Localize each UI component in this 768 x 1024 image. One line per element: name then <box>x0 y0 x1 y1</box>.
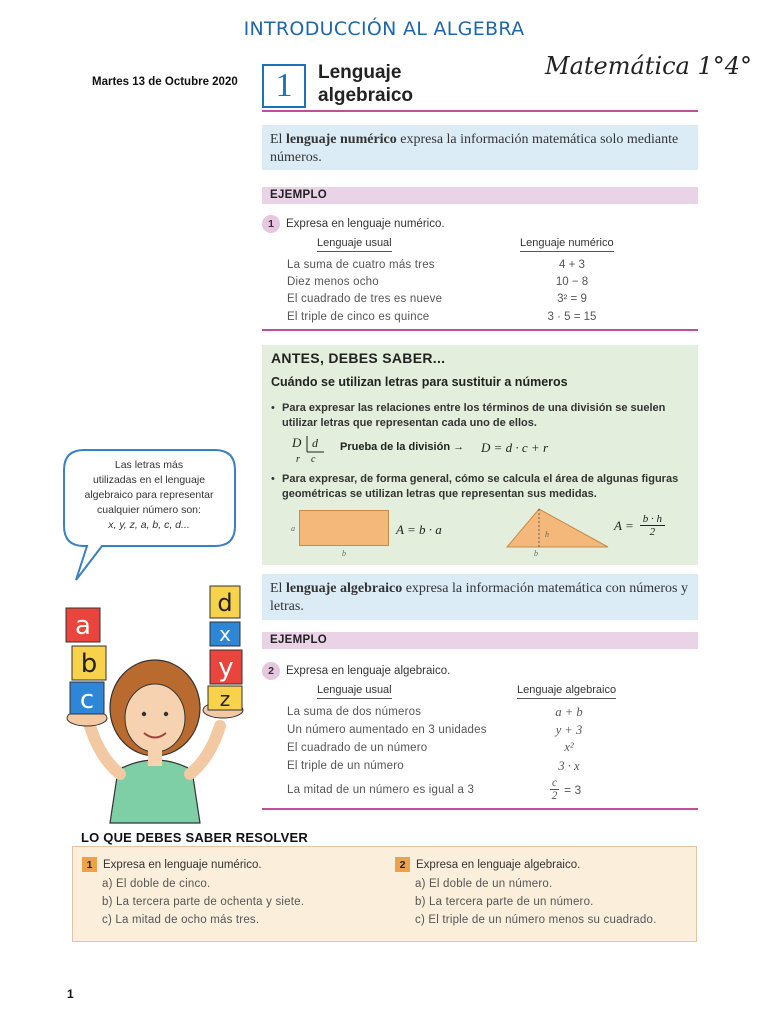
division-d: d <box>312 436 318 450</box>
before-title: ANTES, DEBES SABER... <box>271 350 446 366</box>
block-letter: a <box>75 611 91 641</box>
example2-row-text: La suma de dos números <box>287 706 422 718</box>
example1-col-right: Lenguaje numérico <box>520 237 614 252</box>
example2-row-expr: y + 3 <box>555 723 583 737</box>
bubble-line: algebraico para representar <box>84 489 214 501</box>
letter-block-d <box>210 586 240 618</box>
bullet-dot: • <box>271 402 275 414</box>
example2-row-expr: x² <box>564 740 574 754</box>
letter-block-z <box>208 686 242 711</box>
rectangle-side-b: b <box>342 549 346 558</box>
task2-item: b) La tercera parte de un número. <box>415 896 594 908</box>
triangle-area-numerator: b · h <box>640 513 665 526</box>
example1-number: 1 <box>262 215 280 233</box>
letter-block-b <box>72 646 106 680</box>
resolver-task-1 <box>82 857 304 926</box>
example2-row-expr: 3 · x <box>558 759 580 773</box>
before-bullet-1-text: Para expresar las relaciones entre los términos de una división se suelen utilizar letras que representan cada uno de ellos. <box>282 402 666 429</box>
task1-item: c) La mitad de ocho más tres. <box>102 914 260 926</box>
before-subtitle: Cuándo se utilizan letras para sustituir a números <box>271 375 568 389</box>
resolver-task-2 <box>395 857 656 926</box>
example1-row-text: El cuadrado de tres es nueve <box>287 293 443 305</box>
example1-row-text: El triple de cinco es quince <box>287 311 430 323</box>
example1-row-expr: 3² = 9 <box>557 293 587 305</box>
task2-instruction: Expresa en lenguaje algebraico. <box>416 858 581 871</box>
example1-row-text: La suma de cuatro más tres <box>287 259 435 271</box>
before-bullet-2-text: Para expresar, de forma general, cómo se calcula el área de algunas figuras geométricas se utilizan letras que representan sus medidas. <box>282 473 679 500</box>
triangle-base-label: b <box>534 549 538 558</box>
handwritten-note <box>543 44 753 88</box>
girl-with-letter-blocks-illustration <box>60 578 250 823</box>
task2-item: c) El triple de un número menos su cuadrado. <box>415 914 657 926</box>
example1-row-expr: 4 + 3 <box>559 259 585 271</box>
resolver-title: LO QUE DEBES SABER RESOLVER <box>81 830 308 845</box>
definition-algebraic-box <box>262 574 698 620</box>
unit-title <box>318 61 413 107</box>
division-label-text: Prueba de la división <box>340 441 451 453</box>
example1-row-expr: 3 · 5 = 15 <box>547 311 597 323</box>
fraction-numerator: c <box>552 777 558 789</box>
unit-number-box <box>262 64 306 108</box>
letter-block-c <box>70 682 104 715</box>
unit-divider <box>262 110 698 112</box>
unit-title-line2: algebraico <box>318 85 414 106</box>
example2-bar: EJEMPLO <box>262 632 698 649</box>
task2-items <box>395 878 656 926</box>
example2-divider <box>262 808 698 810</box>
triangle-area-denominator: 2 <box>649 526 656 538</box>
bubble-line: utilizadas en el lenguaje <box>92 474 206 486</box>
example2-col-left: Lenguaje usual <box>317 684 392 699</box>
bullet-dot: • <box>271 473 275 485</box>
division-D: D <box>292 435 302 450</box>
example1-bar: EJEMPLO <box>262 187 698 204</box>
page-number: 1 <box>67 987 74 1001</box>
arrow-icon: → <box>453 441 465 453</box>
division-r: r <box>296 454 300 465</box>
block-letter: x <box>219 622 231 646</box>
task1-items <box>82 878 304 926</box>
letter-block-x <box>210 622 240 646</box>
handwritten-note-text: Matemática 1°4° <box>545 52 753 80</box>
division-c: c <box>311 454 316 465</box>
triangle-area-formula <box>614 513 665 538</box>
example2-fraction-expr <box>550 777 581 802</box>
bubble-letters: x, y, z, a, b, c, d... <box>108 519 190 531</box>
task1-number: 1 <box>82 857 97 872</box>
example2-instruction: Expresa en lenguaje algebraico. <box>286 665 451 677</box>
triangle-height-label: h <box>545 530 549 539</box>
half-fraction <box>550 777 559 802</box>
task1-item: a) El doble de cinco. <box>102 878 211 890</box>
example2-row-text: El triple de un número <box>287 760 404 772</box>
example2-col-right: Lenguaje algebraico <box>517 684 616 699</box>
rectangle-area-formula: A = b · a <box>396 522 442 537</box>
example2-row-expr: a + b <box>555 705 583 719</box>
division-proof-label <box>340 441 464 453</box>
block-letter: b <box>80 649 98 679</box>
task2-number: 2 <box>395 857 410 872</box>
task1-instruction: Expresa en lenguaje numérico. <box>103 858 262 871</box>
definition-numeric-box <box>262 125 698 170</box>
block-letter: y <box>218 653 234 683</box>
rectangle-shape <box>299 510 389 546</box>
task2-item: a) El doble de un número. <box>415 878 553 890</box>
definition-algebraic-term: lenguaje algebraico <box>285 581 403 596</box>
document-title: INTRODUCCIÓN AL ALGEBRA <box>243 18 525 40</box>
definition-numeric-text: expresa la información matemática solo mediante números. <box>270 132 679 165</box>
task1-header <box>82 857 304 872</box>
example1-row-expr: 10 − 8 <box>555 276 589 288</box>
example2-number: 2 <box>262 662 280 680</box>
triangle-shape <box>505 505 611 550</box>
letter-block-a <box>66 608 100 642</box>
definition-numeric-prefix: El <box>270 132 286 147</box>
example1-divider <box>262 329 698 331</box>
triangle-area-fraction <box>640 513 665 538</box>
bubble-line <box>68 518 230 533</box>
block-letter: z <box>219 687 231 711</box>
block-letter: d <box>217 589 233 617</box>
before-bullet-1 <box>271 401 691 431</box>
date-label: Martes 13 de Octubre 2020 <box>92 76 238 88</box>
definition-numeric-term: lenguaje numérico <box>285 132 397 147</box>
example1-row-text: Diez menos ocho <box>287 276 379 288</box>
before-bullet-2 <box>271 472 691 502</box>
speech-bubble-text <box>68 458 230 533</box>
example2-row-text: La mitad de un número es igual a 3 <box>287 784 475 796</box>
example2-row-text: El cuadrado de un número <box>287 742 428 754</box>
example2-row-text: Un número aumentado en 3 unidades <box>287 724 487 736</box>
bubble-line: Las letras más <box>114 459 184 471</box>
bubble-line: cualquier número son: <box>97 504 201 516</box>
task1-item: b) La tercera parte de ochenta y siete. <box>102 896 305 908</box>
block-letter: c <box>79 685 95 715</box>
unit-title-line1: Lenguaje <box>318 62 402 83</box>
definition-algebraic-prefix: El <box>270 581 286 596</box>
definition-algebraic-text: expresa la información matemática con números y letras. <box>270 581 688 614</box>
letter-block-y <box>210 650 242 684</box>
rectangle-side-a: a <box>291 524 295 533</box>
division-diagram <box>288 432 340 468</box>
unit-number: 1 <box>275 67 293 104</box>
fraction-suffix: = 3 <box>564 782 582 797</box>
division-formula: D = d · c + r <box>481 440 549 455</box>
fraction-denominator: 2 <box>551 790 558 802</box>
example2-header <box>262 662 450 680</box>
example1-col-left: Lenguaje usual <box>317 237 392 252</box>
triangle-area-prefix: A = <box>614 517 634 533</box>
example1-header <box>262 215 445 233</box>
example1-instruction: Expresa en lenguaje numérico. <box>286 218 445 230</box>
task2-header <box>395 857 656 872</box>
